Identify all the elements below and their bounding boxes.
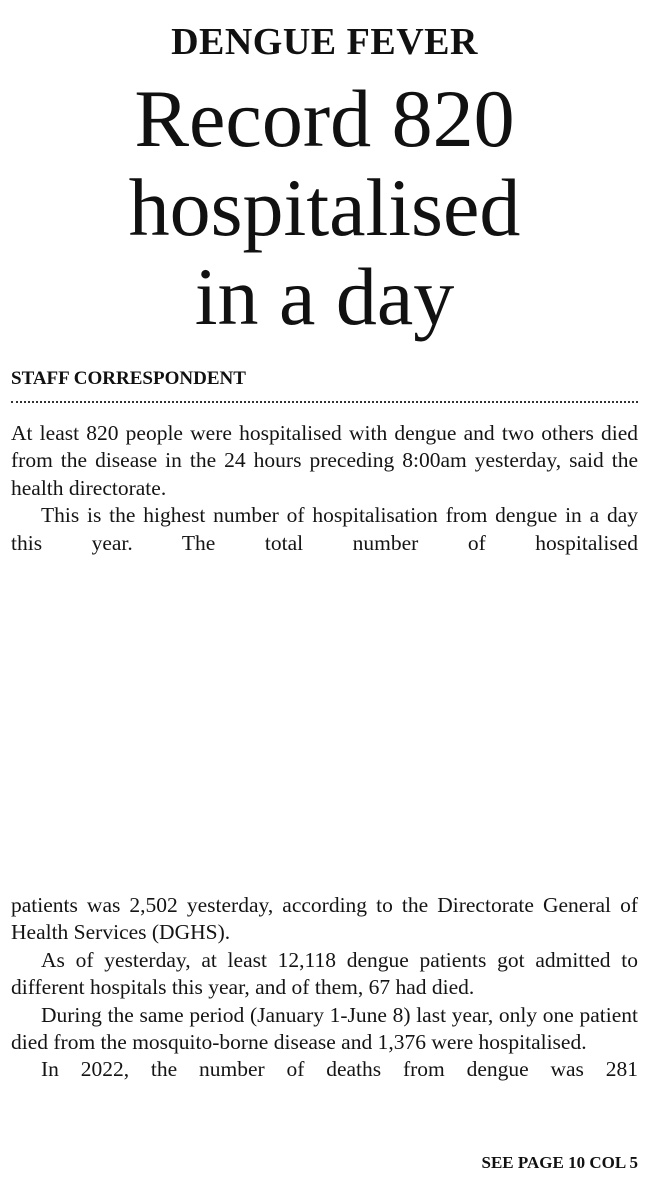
paragraph-2-end: patients was 2,502 yesterday, according to the Directorate General of Health Services (DGHS). [11, 893, 638, 945]
kicker: DENGUE FEVER [171, 21, 478, 63]
continuation-line: SEE PAGE 10 COL 5 [481, 1153, 638, 1172]
paragraph-4: During the same period (January 1-June 8) last year, only one patient died from the mosquito-borne disease and 1,376 were hospitalised. [11, 1002, 638, 1055]
headline-line-2: hospitalised [128, 162, 521, 253]
headline [0, 74, 649, 341]
headline-line-1: Record 820 [134, 73, 515, 164]
paragraph-3: As of yesterday, at least 12,118 dengue patients got admitted to different hospitals this year, and of them, 67 had died. [11, 947, 638, 1000]
article-body-bottom [11, 892, 638, 1084]
paragraph-2-start: This is the highest number of hospitalisation from dengue in a day this year. The total number of hospitalised [11, 503, 638, 555]
dotted-divider [11, 401, 638, 403]
headline-line-3: in a day [194, 251, 455, 342]
byline: STAFF CORRESPONDENT [11, 368, 246, 389]
paragraph-5: In 2022, the number of deaths from dengue was 281 [41, 1057, 638, 1082]
article-body-top [11, 420, 638, 557]
paragraph-1: At least 820 people were hospitalised with dengue and two others died from the disease in the 24 hours preceding 8:00am yesterday, said the health directorate. [11, 421, 638, 500]
